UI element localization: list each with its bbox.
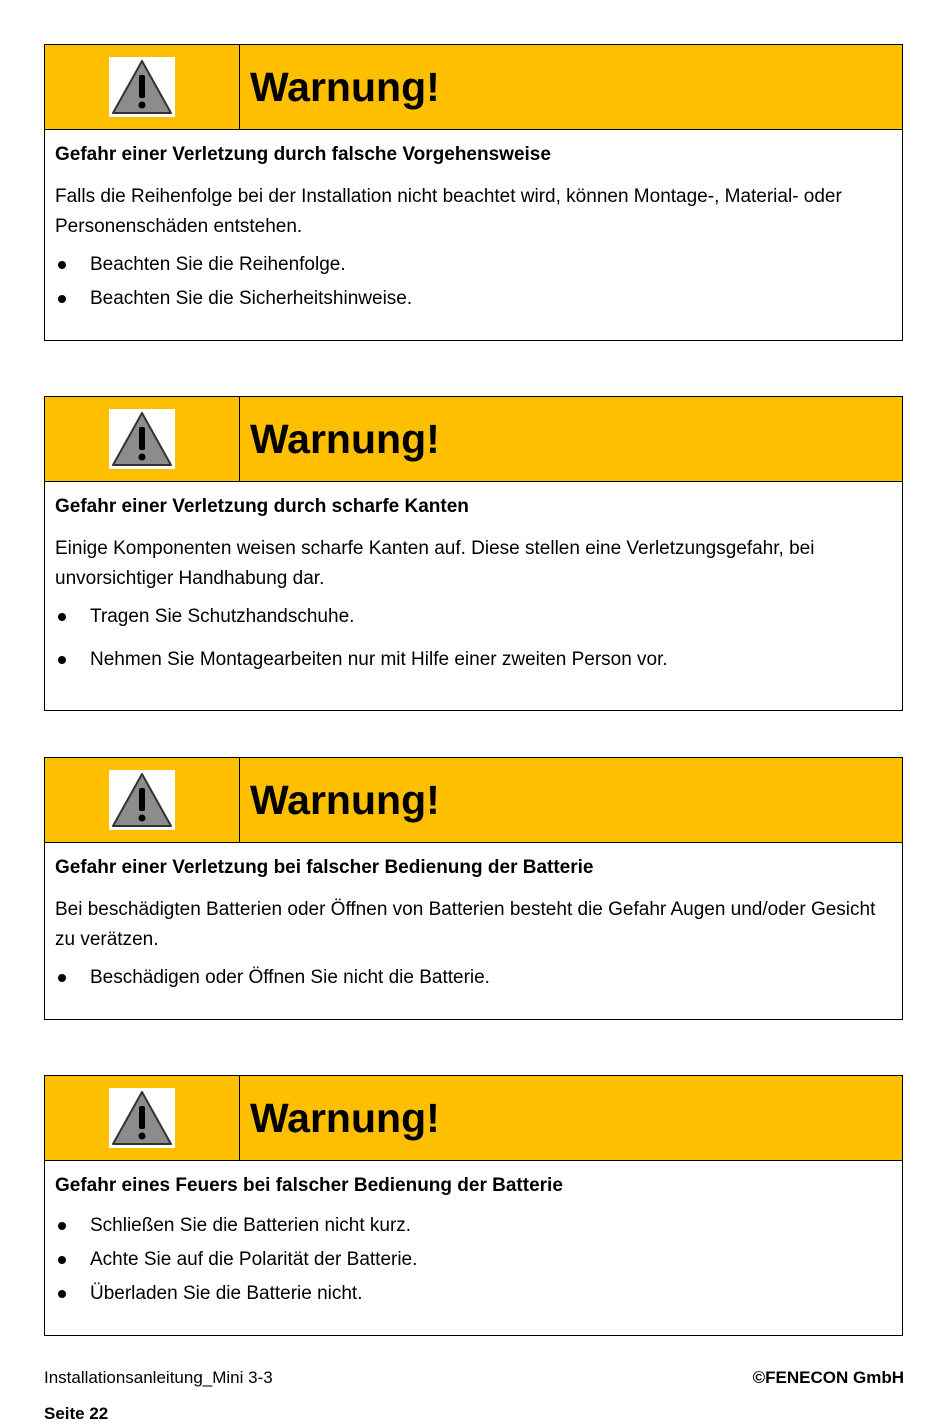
- list-item: Schließen Sie die Batterien nicht kurz.: [55, 1213, 892, 1239]
- warning-box: [44, 44, 903, 341]
- list-item: Beachten Sie die Sicherheitshinweise.: [55, 286, 892, 312]
- warning-body: [45, 482, 902, 710]
- warning-title: Warnung!: [250, 1094, 440, 1141]
- warning-box: [44, 396, 903, 711]
- warning-box: [44, 1075, 903, 1336]
- list-item: Achte Sie auf die Polarität der Batterie.: [55, 1247, 892, 1273]
- warning-triangle-icon: [109, 1088, 175, 1148]
- warning-box: [44, 757, 903, 1020]
- warning-body: [45, 1161, 902, 1335]
- warning-heading: Gefahr einer Verletzung durch scharfe Kanten: [55, 496, 469, 517]
- footer-document-name: Installationsanleitung_Mini 3-3: [44, 1368, 273, 1387]
- warning-heading: Gefahr eines Feuers bei falscher Bedienung der Batterie: [55, 1175, 563, 1196]
- warning-heading: Gefahr einer Verletzung bei falscher Bedienung der Batterie: [55, 857, 594, 878]
- warning-header: [45, 397, 902, 482]
- list-item: Tragen Sie Schutzhandschuhe.: [55, 604, 892, 630]
- warning-header: [45, 1076, 902, 1161]
- warning-triangle-icon: [109, 57, 175, 117]
- warning-description: Falls die Reihenfolge bei der Installation nicht beachtet wird, können Montage-, Material- oder Personenschäden entstehen.: [55, 186, 842, 237]
- warning-bullet-list: [55, 604, 892, 673]
- warning-header: [45, 758, 902, 843]
- footer-copyright: ©FENECON GmbH: [752, 1368, 904, 1387]
- warning-heading: Gefahr einer Verletzung durch falsche Vorgehensweise: [55, 144, 551, 165]
- warning-bullet-list: [55, 1213, 892, 1307]
- warning-title: Warnung!: [250, 63, 440, 110]
- list-item: Beachten Sie die Reihenfolge.: [55, 252, 892, 278]
- warning-bullet-list: [55, 965, 892, 991]
- warning-body: [45, 130, 902, 340]
- warning-icon-cell: [45, 1076, 240, 1160]
- warning-description: Bei beschädigten Batterien oder Öffnen von Batterien besteht die Gefahr Augen und/oder Gesicht zu verätzen.: [55, 899, 876, 950]
- list-item: Überladen Sie die Batterie nicht.: [55, 1281, 892, 1307]
- warning-title: Warnung!: [250, 776, 440, 823]
- warning-triangle-icon: [109, 770, 175, 830]
- warning-icon-cell: [45, 45, 240, 129]
- warning-icon-cell: [45, 758, 240, 842]
- list-item: Beschädigen oder Öffnen Sie nicht die Batterie.: [55, 965, 892, 991]
- warning-bullet-list: [55, 252, 892, 312]
- warning-title: Warnung!: [250, 415, 440, 462]
- warning-header: [45, 45, 902, 130]
- warning-body: [45, 843, 902, 1019]
- warning-icon-cell: [45, 397, 240, 481]
- warning-triangle-icon: [109, 409, 175, 469]
- page-number: Seite 22: [44, 1404, 109, 1423]
- warning-description: Einige Komponenten weisen scharfe Kanten auf. Diese stellen eine Verletzungsgefahr, bei unvorsichtiger Handhabung dar.: [55, 538, 815, 589]
- list-item: Nehmen Sie Montagearbeiten nur mit Hilfe einer zweiten Person vor.: [55, 647, 892, 673]
